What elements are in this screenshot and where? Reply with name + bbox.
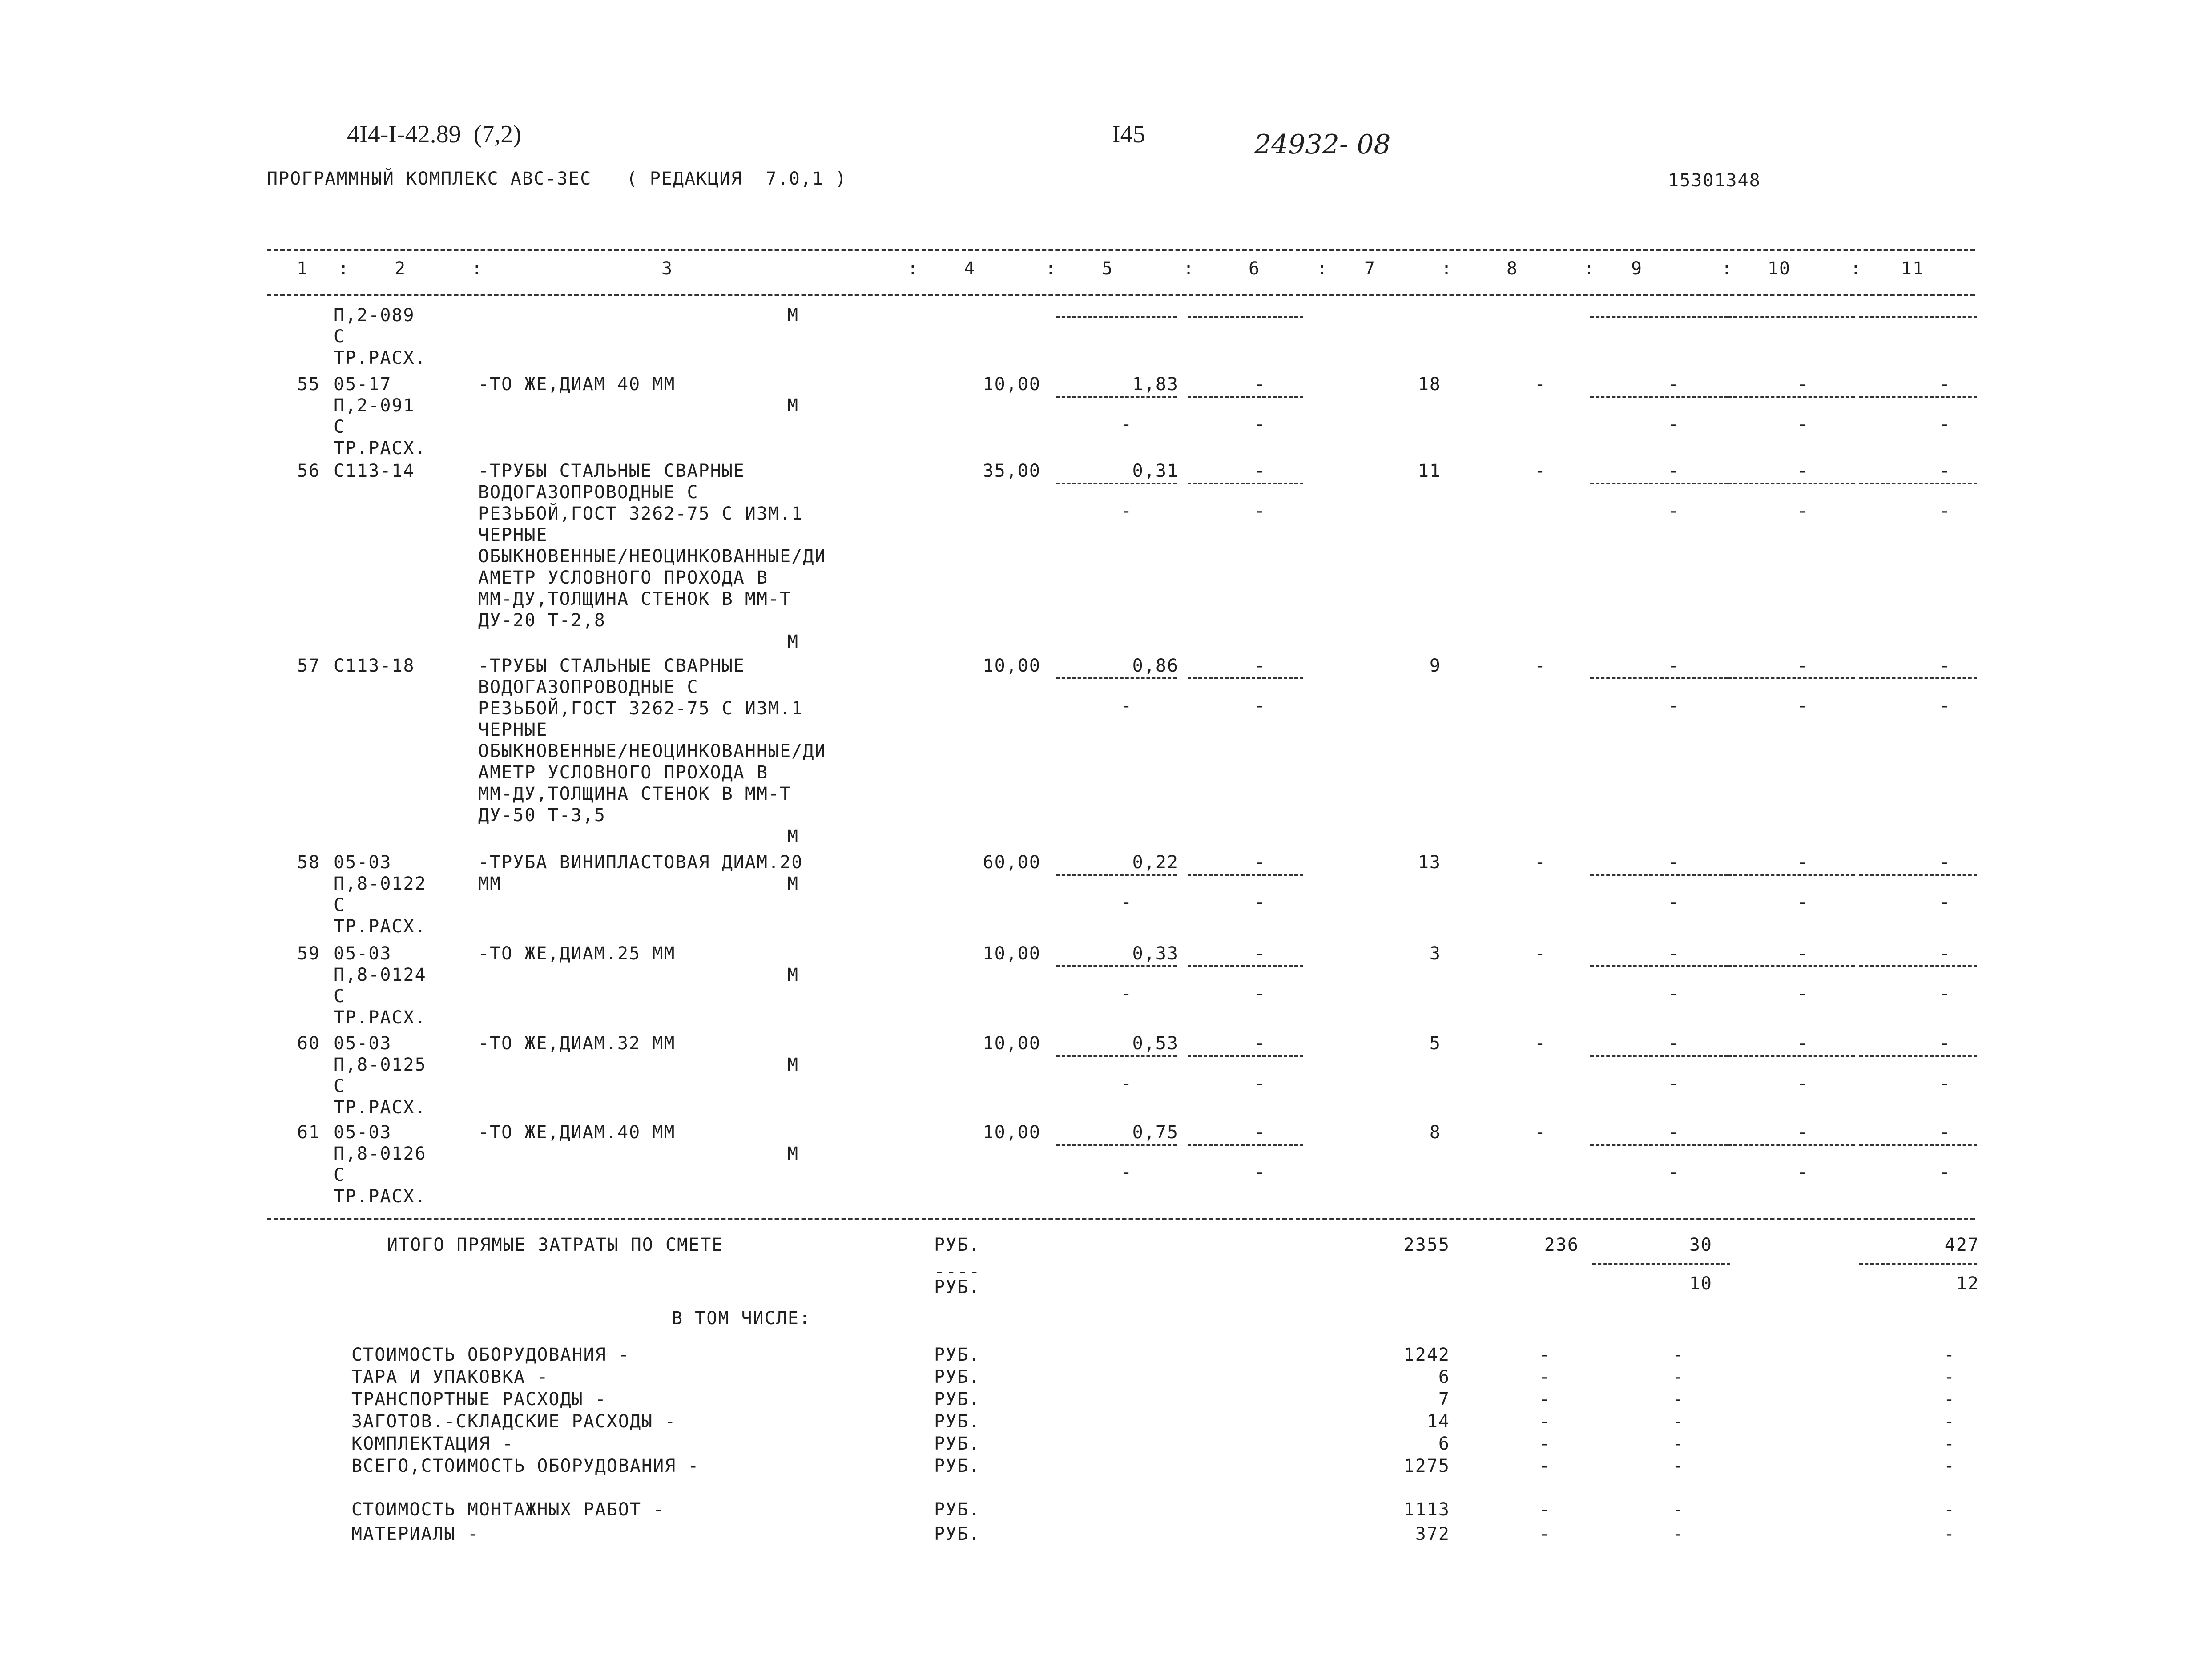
row-price: 1,83 [1132, 374, 1179, 395]
row-col9: - [1668, 1033, 1680, 1054]
row-col11: - [1939, 943, 1951, 964]
col5-subline [1056, 316, 1177, 318]
col6-subline [1188, 483, 1303, 484]
row-price: 0,22 [1132, 852, 1179, 873]
col11-dash: - [1939, 1073, 1951, 1094]
breakdown-col7: 6 [1438, 1367, 1450, 1387]
breakdown-label: МАТЕРИАЛЫ - [351, 1524, 479, 1544]
row-price: 0,75 [1132, 1122, 1179, 1143]
col11-dash: - [1939, 892, 1951, 913]
row-code-line: 05-03 [334, 852, 392, 873]
row-desc-line: АМЕТР УСЛОВНОГО ПРОХОДА В [478, 762, 769, 783]
row-unit: М [787, 395, 799, 416]
breakdown-col7: 372 [1415, 1524, 1450, 1544]
column-header: 4 [963, 258, 976, 279]
row-desc-line: ОБЫКНОВЕННЫЕ/НЕОЦИНКОВАННЫЕ/ДИ [478, 546, 826, 567]
col5-subline [1056, 483, 1177, 484]
breakdown-label: ТРАНСПОРТНЫЕ РАСХОДЫ - [351, 1389, 607, 1410]
col9-dash: - [1668, 1073, 1680, 1094]
row-col11: - [1939, 374, 1951, 395]
row-code-line: С [334, 895, 346, 915]
breakdown-col7: 14 [1426, 1411, 1450, 1432]
col9-subline [1590, 316, 1728, 318]
row-code-line: П,2-091 [334, 395, 415, 416]
col5-dash: - [1121, 1162, 1133, 1183]
col5-subline [1056, 1055, 1177, 1057]
col6-dash: - [1254, 501, 1266, 521]
row-code-line: П,8-0122 [334, 874, 427, 894]
col11-dash: - [1939, 1162, 1951, 1183]
row-col10: - [1797, 943, 1809, 964]
breakdown-unit: РУБ. [934, 1524, 981, 1544]
row-code-line: 05-17 [334, 374, 392, 395]
breakdown-col9: - [1672, 1524, 1684, 1544]
row-quantity: 10,00 [983, 656, 1041, 676]
row-code-line: ТР.РАСХ. [334, 1186, 427, 1207]
row-desc-line: ММ-ДУ,ТОЛЩИНА СТЕНОК В ММ-Т [478, 784, 792, 804]
row-unit: М [787, 965, 799, 985]
breakdown-label: СТОИМОСТЬ МОНТАЖНЫХ РАБОТ - [351, 1499, 665, 1520]
table-header-rule [267, 294, 1975, 296]
col9-subline [1590, 483, 1728, 484]
row-col9: - [1668, 852, 1680, 873]
column-header: 7 [1364, 258, 1376, 279]
col5-dash: - [1121, 1073, 1133, 1094]
col10-subline [1728, 316, 1855, 318]
col10-dash: - [1797, 501, 1809, 521]
column-separator: : [1183, 258, 1195, 279]
prev-unit: М [787, 305, 799, 326]
column-separator: : [1441, 258, 1453, 279]
col5-subline [1056, 874, 1177, 876]
total-col9: 30 [1689, 1235, 1712, 1255]
col9-dash: - [1668, 501, 1680, 521]
col10-subline [1728, 1144, 1855, 1146]
column-header: 5 [1101, 258, 1114, 279]
row-quantity: 10,00 [983, 1122, 1041, 1143]
row-number: 59 [297, 943, 320, 964]
row-number: 58 [297, 852, 320, 873]
breakdown-col9: - [1672, 1456, 1684, 1476]
row-col10: - [1797, 461, 1809, 481]
row-desc-line: ДУ-50 Т-3,5 [478, 805, 606, 826]
col9-subline [1590, 677, 1728, 679]
row-col7: 11 [1418, 461, 1441, 481]
row-code-line: ТР.РАСХ. [334, 1097, 427, 1118]
col10-subline [1728, 396, 1855, 398]
total-col7: 2355 [1403, 1235, 1450, 1255]
including-label: В ТОМ ЧИСЛЕ: [672, 1308, 811, 1329]
row-col7: 5 [1429, 1033, 1441, 1054]
prev-code-line: ТР.РАСХ. [334, 348, 427, 368]
col5-dash: - [1121, 414, 1133, 435]
col10-dash: - [1797, 892, 1809, 913]
col5-subline [1056, 965, 1177, 967]
breakdown-col9: - [1672, 1499, 1684, 1520]
row-col8: - [1535, 374, 1547, 395]
row-quantity: 35,00 [983, 461, 1041, 481]
col9-dash: - [1668, 983, 1680, 1004]
col6-dash: - [1254, 943, 1266, 964]
breakdown-col11: - [1944, 1389, 1956, 1410]
row-desc-line: ОБЫКНОВЕННЫЕ/НЕОЦИНКОВАННЫЕ/ДИ [478, 741, 826, 761]
col9-subline [1590, 874, 1728, 876]
total-col11: 427 [1944, 1235, 1979, 1255]
row-col7: 18 [1418, 374, 1441, 395]
breakdown-col11: - [1944, 1434, 1956, 1454]
breakdown-col11: - [1944, 1456, 1956, 1476]
col11-subline [1859, 965, 1977, 967]
row-number: 60 [297, 1033, 320, 1054]
document-number: 15301348 [1668, 170, 1761, 191]
row-code-line: ТР.РАСХ. [334, 916, 427, 937]
row-price: 0,86 [1132, 656, 1179, 676]
col11-dash: - [1939, 501, 1951, 521]
breakdown-col7: 1242 [1403, 1345, 1450, 1365]
col10-subline [1728, 483, 1855, 484]
col10-dash: - [1797, 1162, 1809, 1183]
breakdown-unit: РУБ. [934, 1411, 981, 1432]
breakdown-col7: 7 [1438, 1389, 1450, 1410]
column-separator: : [1583, 258, 1596, 279]
breakdown-unit: РУБ. [934, 1367, 981, 1387]
row-col10: - [1797, 1122, 1809, 1143]
row-col7: 3 [1429, 943, 1441, 964]
col11-subline [1859, 1055, 1977, 1057]
col6-subline [1188, 316, 1303, 318]
col9-dash: - [1668, 892, 1680, 913]
column-separator: : [1721, 258, 1733, 279]
col11-dash: - [1939, 414, 1951, 435]
row-unit: М [787, 874, 799, 894]
column-separator: : [1045, 258, 1057, 279]
row-desc-line: ММ [478, 874, 502, 894]
row-col9: - [1668, 1122, 1680, 1143]
column-header: 1 [296, 258, 309, 279]
row-desc-line: РЕЗЬБОЙ,ГОСТ 3262-75 С ИЗМ.1 [478, 504, 803, 524]
row-desc-line: -ТО ЖЕ,ДИАМ.32 ММ [478, 1033, 676, 1054]
breakdown-unit: РУБ. [934, 1389, 981, 1410]
col6-dash: - [1254, 852, 1266, 873]
breakdown-col9: - [1672, 1434, 1684, 1454]
row-desc-line: ММ-ДУ,ТОЛЩИНА СТЕНОК В ММ-Т [478, 589, 792, 609]
col6-dash: - [1254, 656, 1266, 676]
breakdown-col8: - [1539, 1524, 1551, 1544]
row-col9: - [1668, 461, 1680, 481]
total-col9-dash [1592, 1263, 1730, 1265]
col6-dash: - [1254, 983, 1266, 1004]
col6-dash: - [1254, 696, 1266, 716]
col10-dash: - [1797, 696, 1809, 716]
table-top-rule [267, 249, 1975, 251]
col6-subline [1188, 1144, 1303, 1146]
row-desc-line: -ТО ЖЕ,ДИАМ.25 ММ [478, 943, 676, 964]
column-header: 6 [1248, 258, 1261, 279]
col10-subline [1728, 677, 1855, 679]
col5-dash: - [1121, 696, 1133, 716]
col6-subline [1188, 874, 1303, 876]
row-quantity: 10,00 [983, 374, 1041, 395]
breakdown-col8: - [1539, 1367, 1551, 1387]
row-desc-line: -ТРУБЫ СТАЛЬНЫЕ СВАРНЫЕ [478, 656, 745, 676]
col6-dash: - [1254, 1122, 1266, 1143]
row-code-line: ТР.РАСХ. [334, 438, 427, 459]
handwritten-number: 24932- 08 [1254, 129, 1391, 160]
column-separator: : [907, 258, 919, 279]
row-number: 57 [297, 656, 320, 676]
col6-dash: - [1254, 1162, 1266, 1183]
col9-subline [1590, 396, 1728, 398]
row-col9: - [1668, 374, 1680, 395]
row-col11: - [1939, 1033, 1951, 1054]
col5-dash: - [1121, 892, 1133, 913]
row-code-line: П,8-0126 [334, 1144, 427, 1164]
col10-subline [1728, 965, 1855, 967]
program-title: ПРОГРАММНЫЙ КОМПЛЕКС АВС-3ЕС ( РЕДАКЦИЯ 7.0,1 ) [267, 169, 847, 189]
row-quantity: 60,00 [983, 852, 1041, 873]
document-code: 4I4-I-42.89 (7,2) [347, 121, 521, 148]
row-desc-line: ЧЕРНЫЕ [478, 525, 548, 545]
row-code-line: С [334, 986, 346, 1007]
row-col10: - [1797, 852, 1809, 873]
col11-subline [1859, 396, 1977, 398]
breakdown-col11: - [1944, 1499, 1956, 1520]
breakdown-col11: - [1944, 1524, 1956, 1544]
breakdown-col8: - [1539, 1411, 1551, 1432]
col11-subline [1859, 483, 1977, 484]
breakdown-unit: РУБ. [934, 1345, 981, 1365]
breakdown-label: КОМПЛЕКТАЦИЯ - [351, 1434, 514, 1454]
row-number: 56 [297, 461, 320, 481]
total-unit-2: РУБ. [934, 1277, 981, 1297]
row-code-line: 05-03 [334, 1033, 392, 1054]
column-separator: : [1317, 258, 1329, 279]
col10-dash: - [1797, 414, 1809, 435]
column-separator: : [338, 258, 350, 279]
col9-subline [1590, 1055, 1728, 1057]
row-quantity: 10,00 [983, 1033, 1041, 1054]
breakdown-col8: - [1539, 1345, 1551, 1365]
total-unit-1: РУБ. [934, 1235, 981, 1255]
total-col8: 236 [1544, 1235, 1579, 1255]
breakdown-col9: - [1672, 1345, 1684, 1365]
column-separator: : [1850, 258, 1862, 279]
col6-dash: - [1254, 892, 1266, 913]
row-code-line: П,8-0125 [334, 1055, 427, 1075]
col6-dash: - [1254, 1073, 1266, 1094]
row-desc-line: ВОДОГАЗОПРОВОДНЫЕ С [478, 677, 699, 697]
row-code-line: П,8-0124 [334, 965, 427, 985]
column-header: 3 [661, 258, 673, 279]
col9-dash: - [1668, 696, 1680, 716]
column-header: 2 [394, 258, 407, 279]
row-col8: - [1535, 461, 1547, 481]
breakdown-label: СТОИМОСТЬ ОБОРУДОВАНИЯ - [351, 1345, 630, 1365]
row-col8: - [1535, 656, 1547, 676]
col6-dash: - [1254, 461, 1266, 481]
row-col7: 13 [1418, 852, 1441, 873]
breakdown-label: ВСЕГО,СТОИМОСТЬ ОБОРУДОВАНИЯ - [351, 1456, 700, 1476]
breakdown-unit: РУБ. [934, 1434, 981, 1454]
row-col9: - [1668, 943, 1680, 964]
breakdown-col8: - [1539, 1434, 1551, 1454]
row-col11: - [1939, 461, 1951, 481]
breakdown-col11: - [1944, 1367, 1956, 1387]
page-number: I45 [1112, 121, 1145, 148]
row-col7: 9 [1429, 656, 1441, 676]
breakdown-col8: - [1539, 1499, 1551, 1520]
row-code-line: С [334, 417, 346, 437]
row-desc-line: -ТО ЖЕ,ДИАМ.40 ММ [478, 1122, 676, 1143]
col5-subline [1056, 677, 1177, 679]
col5-subline [1056, 1144, 1177, 1146]
row-col9: - [1668, 656, 1680, 676]
col10-subline [1728, 874, 1855, 876]
row-code-line: 05-03 [334, 943, 392, 964]
breakdown-col8: - [1539, 1389, 1551, 1410]
prev-code-line: С [334, 326, 346, 347]
col10-dash: - [1797, 1073, 1809, 1094]
row-col8: - [1535, 852, 1547, 873]
column-header: 8 [1506, 258, 1519, 279]
row-col8: - [1535, 1033, 1547, 1054]
col5-subline [1056, 396, 1177, 398]
breakdown-col9: - [1672, 1389, 1684, 1410]
row-code-line: С [334, 1076, 346, 1096]
breakdown-col11: - [1944, 1345, 1956, 1365]
row-price: 0,53 [1132, 1033, 1179, 1054]
breakdown-label: ЗАГОТОВ.-СКЛАДСКИЕ РАСХОДЫ - [351, 1411, 677, 1432]
row-col10: - [1797, 656, 1809, 676]
col11-subline [1859, 874, 1977, 876]
breakdown-col9: - [1672, 1411, 1684, 1432]
row-col7: 8 [1429, 1122, 1441, 1143]
col6-subline [1188, 965, 1303, 967]
total-col11-sub: 12 [1956, 1273, 1979, 1294]
col11-subline [1859, 1144, 1977, 1146]
prev-code-line: П,2-089 [334, 305, 415, 326]
row-number: 61 [297, 1122, 320, 1143]
row-unit: М [787, 1055, 799, 1075]
col6-dash: - [1254, 414, 1266, 435]
row-desc-line: -ТРУБЫ СТАЛЬНЫЕ СВАРНЫЕ [478, 461, 745, 481]
column-separator: : [471, 258, 484, 279]
row-unit: М [787, 1144, 799, 1164]
row-desc-line: -ТРУБА ВИНИПЛАСТОВАЯ ДИАМ.20 [478, 852, 803, 873]
breakdown-unit: РУБ. [934, 1499, 981, 1520]
row-desc-line: АМЕТР УСЛОВНОГО ПРОХОДА В [478, 568, 769, 588]
breakdown-col7: 1275 [1403, 1456, 1450, 1476]
row-desc-line: ВОДОГАЗОПРОВОДНЫЕ С [478, 482, 699, 503]
row-code-line: 05-03 [334, 1122, 392, 1143]
col11-subline [1859, 316, 1977, 318]
breakdown-col7: 1113 [1403, 1499, 1450, 1520]
table-bottom-rule [267, 1218, 1975, 1220]
row-code-line: С [334, 1165, 346, 1185]
col6-dash: - [1254, 1033, 1266, 1054]
row-desc-line: ДУ-20 Т-2,8 [478, 610, 606, 631]
col11-dash: - [1939, 983, 1951, 1004]
row-code-line: С113-14 [334, 461, 415, 481]
col9-dash: - [1668, 414, 1680, 435]
row-col8: - [1535, 1122, 1547, 1143]
col6-subline [1188, 396, 1303, 398]
breakdown-col7: 6 [1438, 1434, 1450, 1454]
row-col10: - [1797, 1033, 1809, 1054]
row-col11: - [1939, 852, 1951, 873]
total-label: ИТОГО ПРЯМЫЕ ЗАТРАТЫ ПО СМЕТЕ [387, 1235, 724, 1255]
row-col10: - [1797, 374, 1809, 395]
breakdown-label: ТАРА И УПАКОВКА - [351, 1367, 549, 1387]
col5-dash: - [1121, 501, 1133, 521]
breakdown-unit: РУБ. [934, 1456, 981, 1476]
col9-subline [1590, 1144, 1728, 1146]
col6-subline [1188, 677, 1303, 679]
row-code-line: С113-18 [334, 656, 415, 676]
breakdown-col8: - [1539, 1456, 1551, 1476]
row-desc-line: РЕЗЬБОЙ,ГОСТ 3262-75 С ИЗМ.1 [478, 698, 803, 719]
col11-dash: - [1939, 696, 1951, 716]
column-header: 11 [1901, 258, 1925, 279]
col6-dash: - [1254, 374, 1266, 395]
col9-dash: - [1668, 1162, 1680, 1183]
col11-subline [1859, 677, 1977, 679]
row-desc-line: ЧЕРНЫЕ [478, 720, 548, 740]
col10-subline [1728, 1055, 1855, 1057]
row-quantity: 10,00 [983, 943, 1041, 964]
row-number: 55 [297, 374, 320, 395]
row-code-line: ТР.РАСХ. [334, 1007, 427, 1028]
row-unit: М [787, 632, 799, 652]
column-header: 10 [1767, 258, 1791, 279]
breakdown-col11: - [1944, 1411, 1956, 1432]
total-unit-dash: ---- [934, 1261, 981, 1282]
total-col9-sub: 10 [1689, 1273, 1712, 1294]
col6-subline [1188, 1055, 1303, 1057]
row-unit: М [787, 826, 799, 847]
total-col11-dash [1859, 1263, 1977, 1265]
row-col11: - [1939, 656, 1951, 676]
col10-dash: - [1797, 983, 1809, 1004]
breakdown-col9: - [1672, 1367, 1684, 1387]
row-col8: - [1535, 943, 1547, 964]
column-header: 9 [1631, 258, 1643, 279]
col5-dash: - [1121, 983, 1133, 1004]
col9-subline [1590, 965, 1728, 967]
row-price: 0,33 [1132, 943, 1179, 964]
row-col11: - [1939, 1122, 1951, 1143]
row-desc-line: -ТО ЖЕ,ДИАМ 40 ММ [478, 374, 676, 395]
row-price: 0,31 [1132, 461, 1179, 481]
